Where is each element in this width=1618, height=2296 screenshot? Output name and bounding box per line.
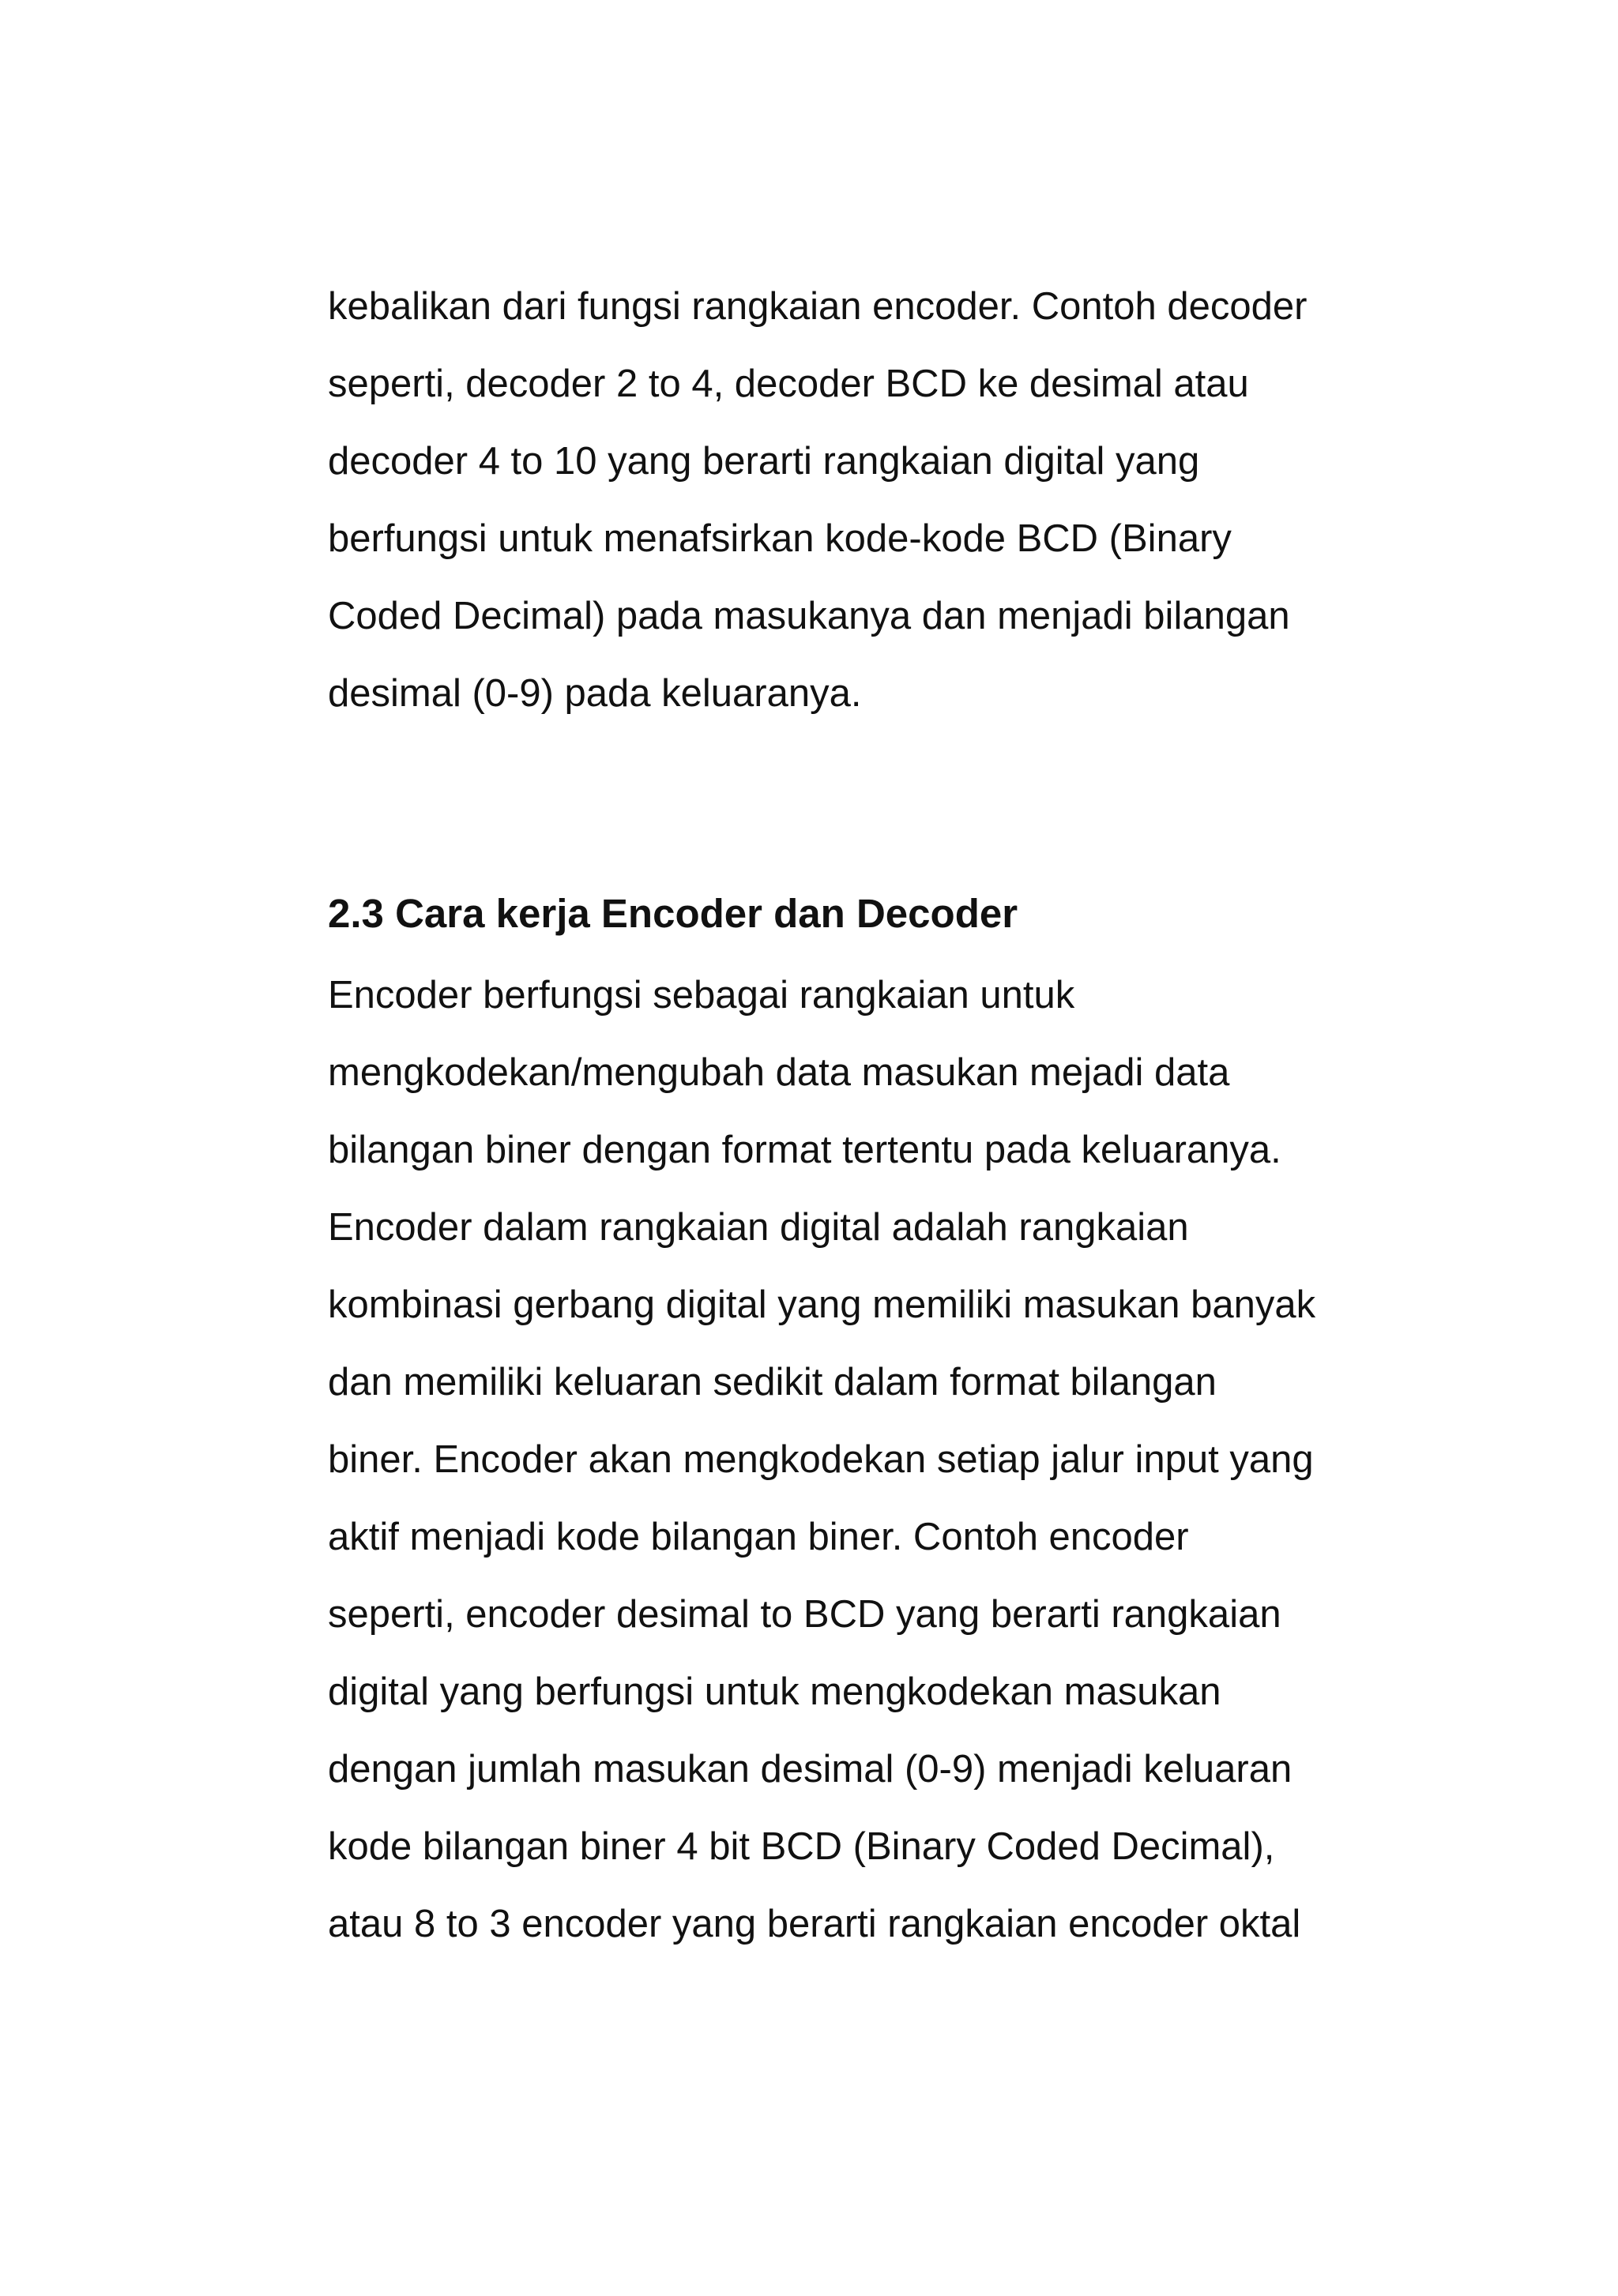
paragraph-2-line-2: mengkodekan/mengubah data masukan mejadi data — [328, 1051, 1230, 1094]
paragraph-2-line-13: atau 8 to 3 encoder yang berarti rangkaian encoder oktal — [328, 1903, 1301, 1945]
paragraph-2-line-1: Encoder berfungsi sebagai rangkaian untuk — [328, 974, 1075, 1016]
paragraph-2-line-9: seperti, encoder desimal to BCD yang berarti rangkaian — [328, 1593, 1281, 1636]
section-heading: 2.3 Cara kerja Encoder dan Decoder — [328, 891, 1018, 936]
paragraph-2-line-5: kombinasi gerbang digital yang memiliki masukan banyak — [328, 1283, 1316, 1326]
paragraph-2-line-10: digital yang berfungsi untuk mengkodekan masukan — [328, 1670, 1221, 1713]
paragraph-1-line-5: Coded Decimal) pada masukanya dan menjadi bilangan — [328, 595, 1290, 637]
paragraph-2-line-4: Encoder dalam rangkaian digital adalah rangkaian — [328, 1206, 1189, 1249]
paragraph-2-line-3: bilangan biner dengan format tertentu pada keluaranya. — [328, 1129, 1281, 1171]
paragraph-1-line-3: decoder 4 to 10 yang berarti rangkaian digital yang — [328, 440, 1200, 483]
paragraph-1-line-2: seperti, decoder 2 to 4, decoder BCD ke desimal atau — [328, 363, 1249, 405]
paragraph-2-line-12: kode bilangan biner 4 bit BCD (Binary Coded Decimal), — [328, 1825, 1275, 1868]
paragraph-1-line-6: desimal (0-9) pada keluaranya. — [328, 672, 862, 715]
paragraph-1-line-1: kebalikan dari fungsi rangkaian encoder. Contoh decoder — [328, 285, 1308, 328]
paragraph-2-line-6: dan memiliki keluaran sedikit dalam format bilangan — [328, 1361, 1217, 1404]
paragraph-2-line-11: dengan jumlah masukan desimal (0-9) menjadi keluaran — [328, 1748, 1293, 1791]
paragraph-2-line-8: aktif menjadi kode bilangan biner. Contoh encoder — [328, 1516, 1189, 1558]
paragraph-2-line-7: biner. Encoder akan mengkodekan setiap jalur input yang — [328, 1438, 1314, 1481]
paragraph-1-line-4: berfungsi untuk menafsirkan kode-kode BCD (Binary — [328, 517, 1232, 560]
